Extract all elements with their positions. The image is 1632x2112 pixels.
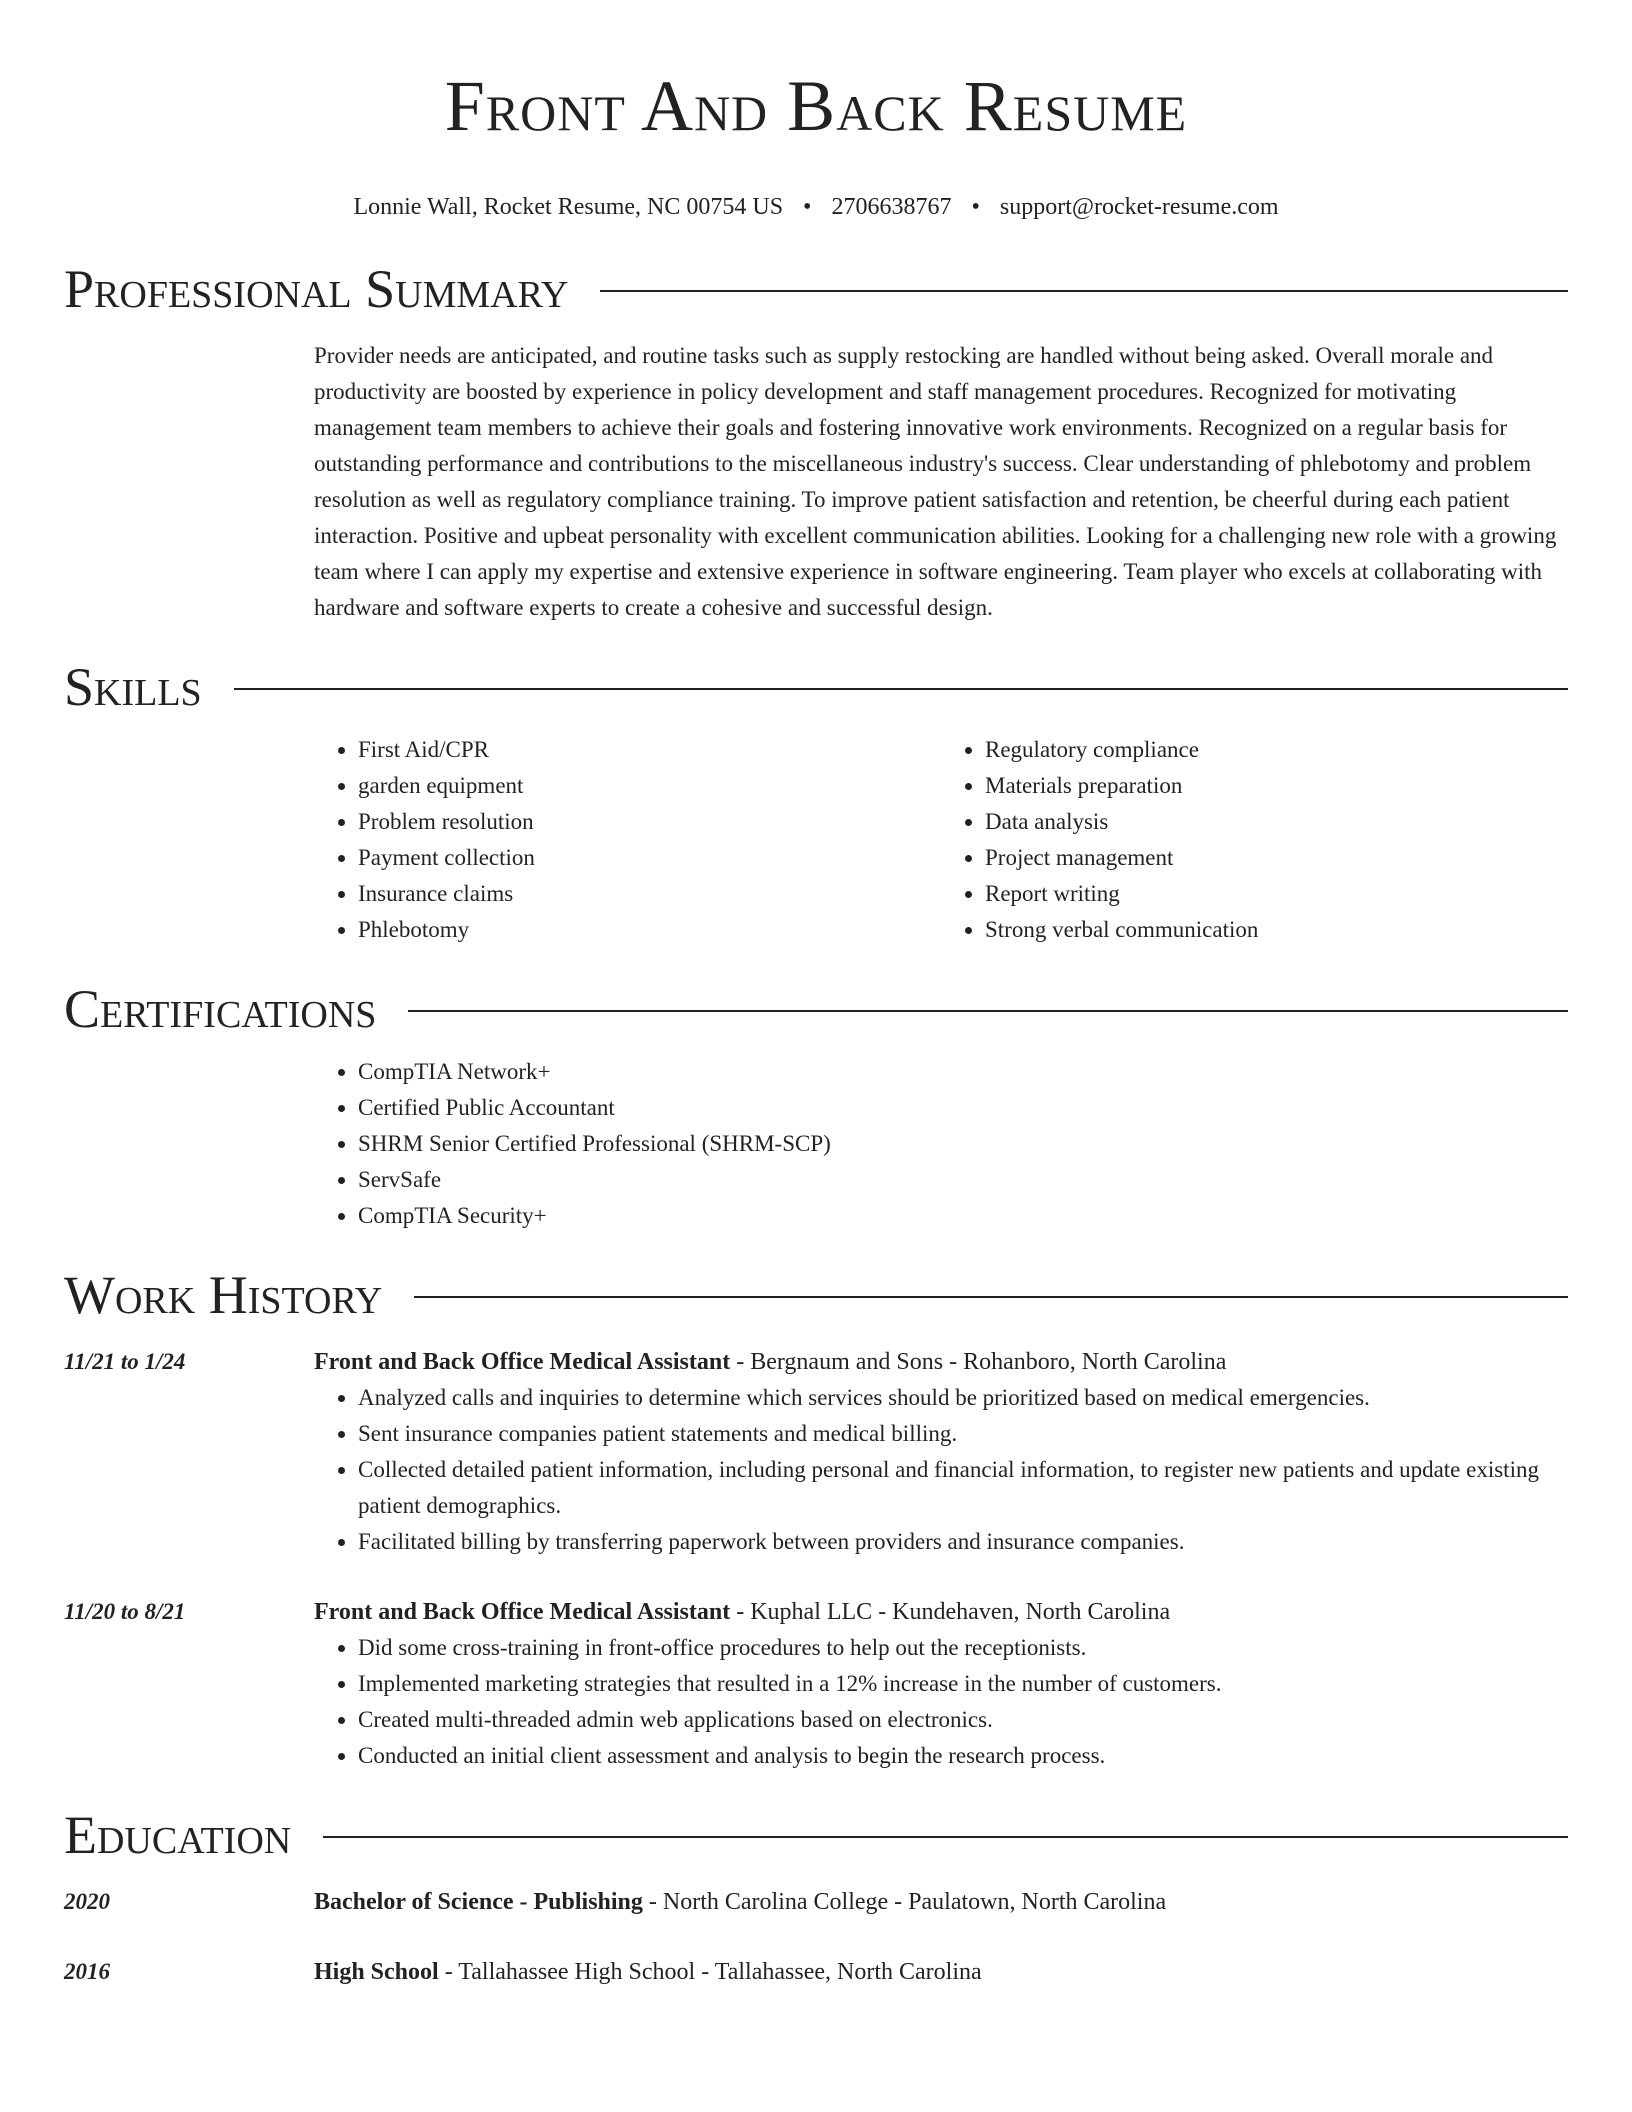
contact-phone: 2706638767 [831,194,952,220]
skills-list-right [941,732,1568,948]
education-degree: Bachelor of Science - Publishing [314,1889,643,1915]
education-school: - Tallahassee High School - Tallahassee, North Carolina [438,1959,982,1985]
summary-text: Provider needs are anticipated, and routine tasks such as supply restocking are handled without being asked. Overall morale and productivity are boosted by experience in policy development and staff management procedures. Recognized for motivating management team members to achieve their goals and fostering innovative work environments. Recognized on a regular basis for outstanding performance and contributions to the miscellaneous industry's success. Clear understanding of phlebotomy and problem resolution as well as regulatory compliance training. To improve patient satisfaction and retention, be cheerful during each patient interaction. Positive and upbeat personality with excellent communication abilities. Looking for a challenging new role with a growing team where I can apply my expertise and extensive experience in software engineering. Team player who excels at collaborating with hardware and software experts to create a cohesive and successful design. [314,343,1557,620]
job-duty: • Created multi-threaded admin web applications based on electronics. [358,1702,1568,1738]
job-content [314,1594,1568,1774]
skill-item: • Strong verbal communication [985,912,1568,948]
job-duty: • Did some cross-training in front-office procedures to help out the receptionists. [358,1630,1568,1666]
job-dates: 11/21 to 1/24 [64,1349,186,1374]
resume-header [64,56,1568,224]
job-employer: - Kuphal LLC - Kundehaven, North Carolina [730,1599,1171,1625]
summary-title: Professional Summary [64,259,569,319]
section-divider [600,290,1568,292]
job-duty: • Implemented marketing strategies that resulted in a 12% increase in the number of customers. [358,1666,1568,1702]
certifications-list [314,1054,1568,1234]
section-header [64,652,1568,722]
job-duty: • Facilitated billing by transferring paperwork between providers and insurance companies. [358,1524,1568,1560]
job-content [314,1344,1568,1560]
contact-address: Lonnie Wall, Rocket Resume, NC 00754 US [353,194,784,220]
section-divider [323,1836,1568,1838]
work-history-section [64,1260,1568,1774]
skill-item: • Report writing [985,876,1568,912]
certification-item: • CompTIA Network+ [358,1054,1568,1090]
job-entry [64,1594,1568,1774]
job-duty: • Collected detailed patient information, including personal and financial information, to register new patients and update existing patient demographics. [358,1452,1568,1524]
skills-title: Skills [64,657,202,717]
job-title: Front and Back Office Medical Assistant [314,1349,731,1375]
education-entry [64,1954,1568,1990]
section-divider [414,1296,1568,1298]
skill-item: • Project management [985,840,1568,876]
section-header [64,1260,1568,1330]
section-divider [234,688,1568,690]
job-heading [314,1344,1568,1380]
contact-separator: • [971,194,980,220]
education-degree: High School [314,1959,439,1985]
job-duty: • Sent insurance companies patient statements and medical billing. [358,1416,1568,1452]
certification-item: • Certified Public Accountant [358,1090,1568,1126]
skill-item: • First Aid/CPR [358,732,941,768]
skill-item: • Data analysis [985,804,1568,840]
section-header [64,254,1568,324]
job-duty: • Conducted an initial client assessment and analysis to begin the research process. [358,1738,1568,1774]
certifications-section [64,974,1568,1234]
contact-email: support@rocket-resume.com [999,194,1279,220]
certification-item: • CompTIA Security+ [358,1198,1568,1234]
section-header [64,1800,1568,1870]
job-employer: - Bergnaum and Sons - Rohanboro, North Carolina [730,1349,1227,1375]
education-entry [64,1884,1568,1920]
job-duty: • Analyzed calls and inquiries to determine which services should be prioritized based on medical emergencies. [358,1380,1568,1416]
job-heading [314,1594,1568,1630]
skill-item: • Payment collection [358,840,941,876]
skill-item: • Regulatory compliance [985,732,1568,768]
education-year: 2020 [64,1889,110,1914]
section-divider [408,1010,1568,1012]
job-title: Front and Back Office Medical Assistant [314,1599,731,1625]
job-duties [314,1380,1568,1560]
education-title: Education [64,1805,292,1865]
contact-line [64,190,1568,224]
certifications-title: Certifications [64,979,377,1039]
education-content [314,1884,1568,1920]
skill-item: • Phlebotomy [358,912,941,948]
resume-name: Front And Back Resume [444,66,1188,146]
summary-section [64,254,1568,626]
education-year: 2016 [64,1959,110,1984]
skill-item: • garden equipment [358,768,941,804]
certifications-list-wrap [314,1054,1568,1234]
job-entry [64,1344,1568,1560]
education-school: - North Carolina College - Paulatown, North Carolina [642,1889,1167,1915]
certification-item: • SHRM Senior Certified Professional (SHRM-SCP) [358,1126,1568,1162]
skill-item: • Insurance claims [358,876,941,912]
certification-item: • ServSafe [358,1162,1568,1198]
contact-separator: • [803,194,812,220]
skills-section [64,652,1568,948]
section-header [64,974,1568,1044]
job-duties [314,1630,1568,1774]
skill-item: • Problem resolution [358,804,941,840]
skills-list-left [314,732,941,948]
skills-grid [314,732,1568,948]
skill-item: • Materials preparation [985,768,1568,804]
work-history-title: Work History [64,1265,383,1325]
job-dates: 11/20 to 8/21 [64,1599,186,1624]
education-section [64,1800,1568,1990]
education-content [314,1954,1568,1990]
